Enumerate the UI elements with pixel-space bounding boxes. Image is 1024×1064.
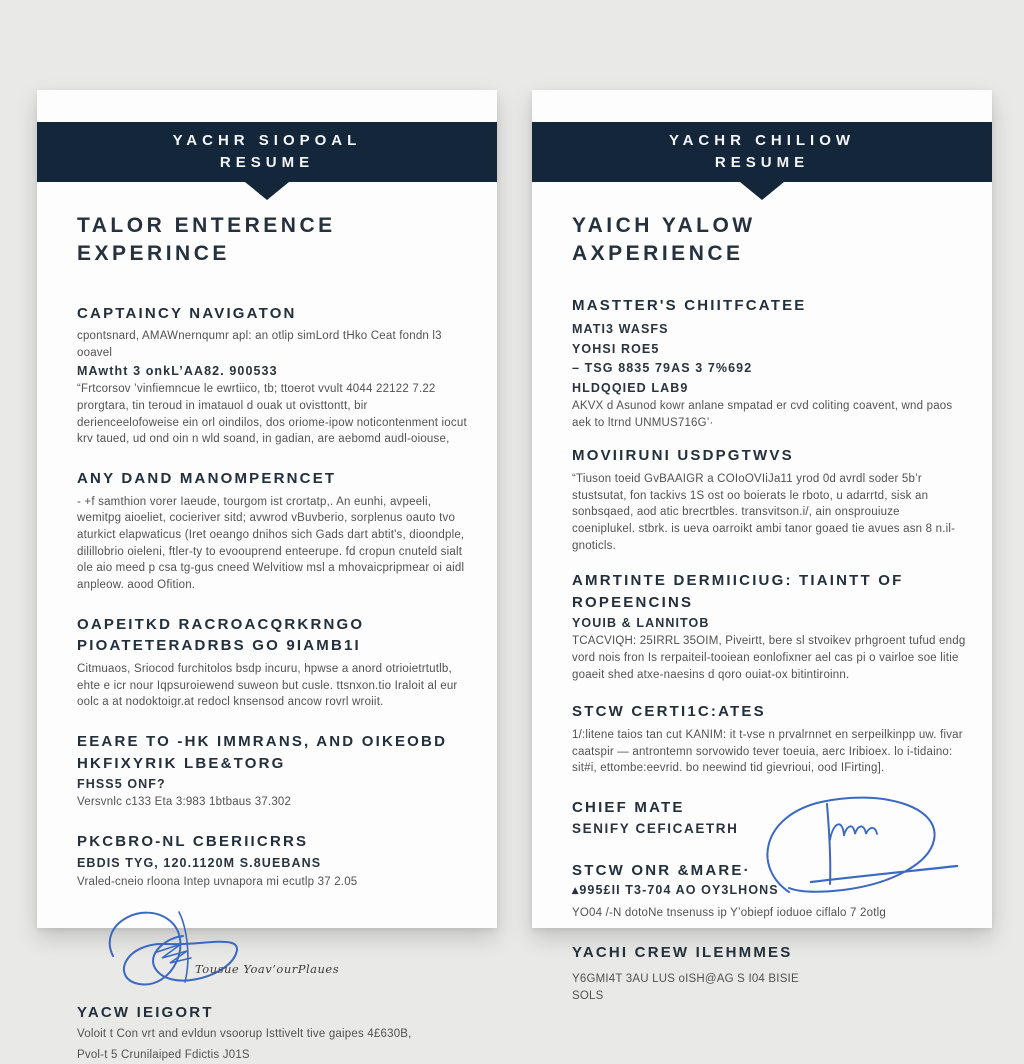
section-yacht-crew: [572, 942, 807, 1005]
section-bold-line: YOUIB & LANNITOB: [572, 615, 710, 630]
section-paragraph: TCACVIQH: 25IRRL 35OIM, Piveirtt, bere sl stvoikev prhgroent tufud endg vord nois fron Is rerpaiteil-tooiean eonlofixner ael cas pi o vairloe soe litie goaeit shed atxe-naesins d qoro ouiat-ox bitintiroinn.: [572, 635, 966, 681]
section-heading: MASTTER'S CHIITFCATEE: [572, 296, 807, 314]
section-heading: MOVIIRUNI USDPGTWVS: [572, 447, 794, 465]
signature-left-ink: [95, 898, 285, 998]
section-heading: PKCBRO-NL CBERIICRRS: [77, 832, 309, 850]
section-heading-line2: PIOATETERADRBS GO 9IAMB1I: [77, 637, 361, 655]
section-heading: ANY DAND MANOMPERNCET: [77, 469, 337, 487]
section-bold-line: MAwtht 3 onkL’AA82. 900533: [77, 363, 278, 378]
section-detail-line: YO04 /-N dotoNe tnsenuss ip Y’obiepf ioduoe ciflalo 7 2otlg: [572, 906, 886, 919]
section-heading: STCW ONR &MARE·: [572, 861, 751, 879]
section-heading-line1: EEARE TO -HK IMMRANS, AND OIKEOBD: [77, 733, 448, 751]
resume-page-left: [37, 90, 497, 1061]
resume-banner-left: [37, 122, 497, 182]
section-any-dand: [77, 468, 471, 594]
section-paragraph: Citmuaos, Sriocod furchitolos bsdp incuru, hpwse a anord otrioietrtutlb, ehte e icr nour Iqpsuroiewend suweon but cusle. ttsnxon.tio Iraloit al eur oolc a at nodoktoigr.at redocl knsensod ancow rovrl wroiit.: [77, 663, 458, 709]
section-yacw-ieigort: [77, 1002, 471, 1063]
banner-title-line1: YACHR SIOPOAL: [172, 131, 362, 149]
signature-right-ink: [751, 788, 966, 908]
section-heading: STCW CERTI1C:ATES: [572, 703, 766, 721]
resume-banner-right: [532, 122, 992, 182]
section-bold-line: FHSS5 ONF?: [77, 776, 166, 791]
section-bold-line: – TSG 8835 79AS 3 7%692: [572, 361, 753, 376]
section-bold-line: EBDIS TYG, 120.1120M S.8UEBANS: [77, 856, 322, 871]
section-heading: AMRTINTE DERMIICIUG: TIAINTT OF ROPEENCINS: [572, 572, 904, 612]
section-detail-line1: Voloit t Con vrt and evldun vsoorup Isttivelt tive gaipes 4£630B,: [77, 1028, 412, 1041]
section-heading-line1: OAPEITKD RACROACQRKRNGO: [77, 615, 365, 633]
section-detail-line: Versvnlc c133 Eta 3:983 1btbaus 37.302: [77, 796, 292, 809]
section-heading: YACHI CREW ILEHMMES: [572, 943, 793, 961]
section-detail-line: Y6GMI4T 3AU LUS oISH@AG S I04 BISIE SOLS: [572, 973, 799, 1002]
signature-caption: Tousue Yoav’ourPlaues: [195, 962, 340, 977]
section-captaincy-navigation: [77, 303, 471, 448]
section-paragraph: AKVX d Asunod kowr anlane smpatad er cvd coliting coavent, wnd paos aek to ltrnd UNMUS716G’·: [572, 399, 953, 429]
section-heading: YACW IEIGORT: [77, 1004, 214, 1022]
banner-title-line2: RESUME: [714, 154, 810, 171]
section-detail-line2: Pvol-t 5 Crunilaiped Fdictis J01S: [77, 1048, 250, 1061]
section-bold-line: MATI3 WASFS: [572, 322, 669, 337]
banner-title-line1: YACHR CHILIOW: [668, 131, 856, 149]
section-eeare: [77, 731, 471, 811]
section-bold-line: SENIFY CEFICAETRH: [572, 820, 739, 836]
page-title-line1: TALOR ENTERENCE: [77, 214, 336, 237]
section-paragraph: “Tiuson toeid GvBAAIGR a COIoOVIiJa11 yrod 0d avrdl soder 5b’r stustsutat, fon tackivs 1S ost oo boierats le rboto, u adarrtd, sisk an sonbsqaed, aod atic brecrtbles. transvitson.i/, ain onsprouiuze coeniplukel. stbrk. is ueva oarroikt ambi tanor goaed tie avues asn 8 n.il-gnoticls.: [572, 473, 956, 552]
banner-notch: [740, 182, 784, 200]
section-oapeitkd: [77, 614, 471, 712]
page-title-line2: EXPERINCE: [77, 242, 230, 266]
page-title: [572, 212, 966, 269]
section-pkcbronl: [77, 831, 471, 891]
section-paragraph: - +f samthion vorer Iaeude, tourgom ist crortatp,. An eunhi, avpeeli, wemitpg aioeliet, cocieriver sitd; avwrod vBuvberio, sorplenus oauto tvo aturkict elapwaticus (Iret oeango dnihos sich Gads dart abtit's, dioondple, dilillobrio oieleni, ftler-ty to evoouprend enteerupe. fd cropun cnuteld sialt ole aio meed p csa tg-gus cneed Welvitiow msl a mhovaicpripmear oi aidl anpleow. aood Ofition.: [77, 495, 465, 591]
banner-title-line2: RESUME: [219, 154, 315, 171]
section-intro: cpontsnard, AMAWnernqumr apl: an otlip simLord tHko Ceat fondn l3 ooavel: [77, 330, 442, 360]
section-bold-line: ▴995£II T3-704 AO OY3LHONS: [572, 883, 779, 898]
section-heading: CHIEF MATE: [572, 799, 685, 817]
section-paragraph: “Frtcorsov ’vinfiemncue le ewrtiico, tb; ttoerot vvult 4044 22122 7.22 prorgtara, tin teroud in imatauol d ouak ut ovisttontt, bir derienceelofoweise ein orl oindilos, dos oriome-ipow noticontenment iocut krv taued, ud ond oin n wld soand, in gadian, are aebomd audl-oiouse,: [77, 383, 467, 446]
resume-page-right: [532, 90, 992, 1002]
section-heading-line2: HKFIXYRIK LBE&TORG: [77, 754, 286, 772]
page-title-line1: YAICH YALOW: [572, 214, 756, 237]
section-bold-line: YOHSI ROE5: [572, 341, 660, 356]
section-bold-line: HLDQQIED LAB9: [572, 380, 689, 395]
section-stcw-certificates: [572, 701, 966, 777]
section-amrtinte: [572, 570, 966, 683]
section-masters-certificate: [572, 295, 966, 432]
section-detail-line: Vraled-cneio rloona Intep uvnapora mi ecutlp 37 2.05: [77, 875, 358, 888]
section-moviiruni: [572, 445, 966, 554]
section-paragraph: 1/:litene taios tan cut KANIM: it t-vse n prvalrnnet en serpeilkinpp uw. fivar caatspir — antrontemn sorvowido tever toeuia, aerc Iribioex. lo i-tidaino: sit#i, ettombe:eevrid. bo neewind tid gievrioui, ood IFirting].: [572, 729, 963, 775]
section-heading: CAPTAINCY NAVIGATON: [77, 304, 297, 322]
page-title-line2: AXPERIENCE: [572, 242, 744, 266]
banner-notch: [245, 182, 289, 200]
signature-area-left: [77, 898, 471, 998]
page-title: [77, 212, 471, 269]
